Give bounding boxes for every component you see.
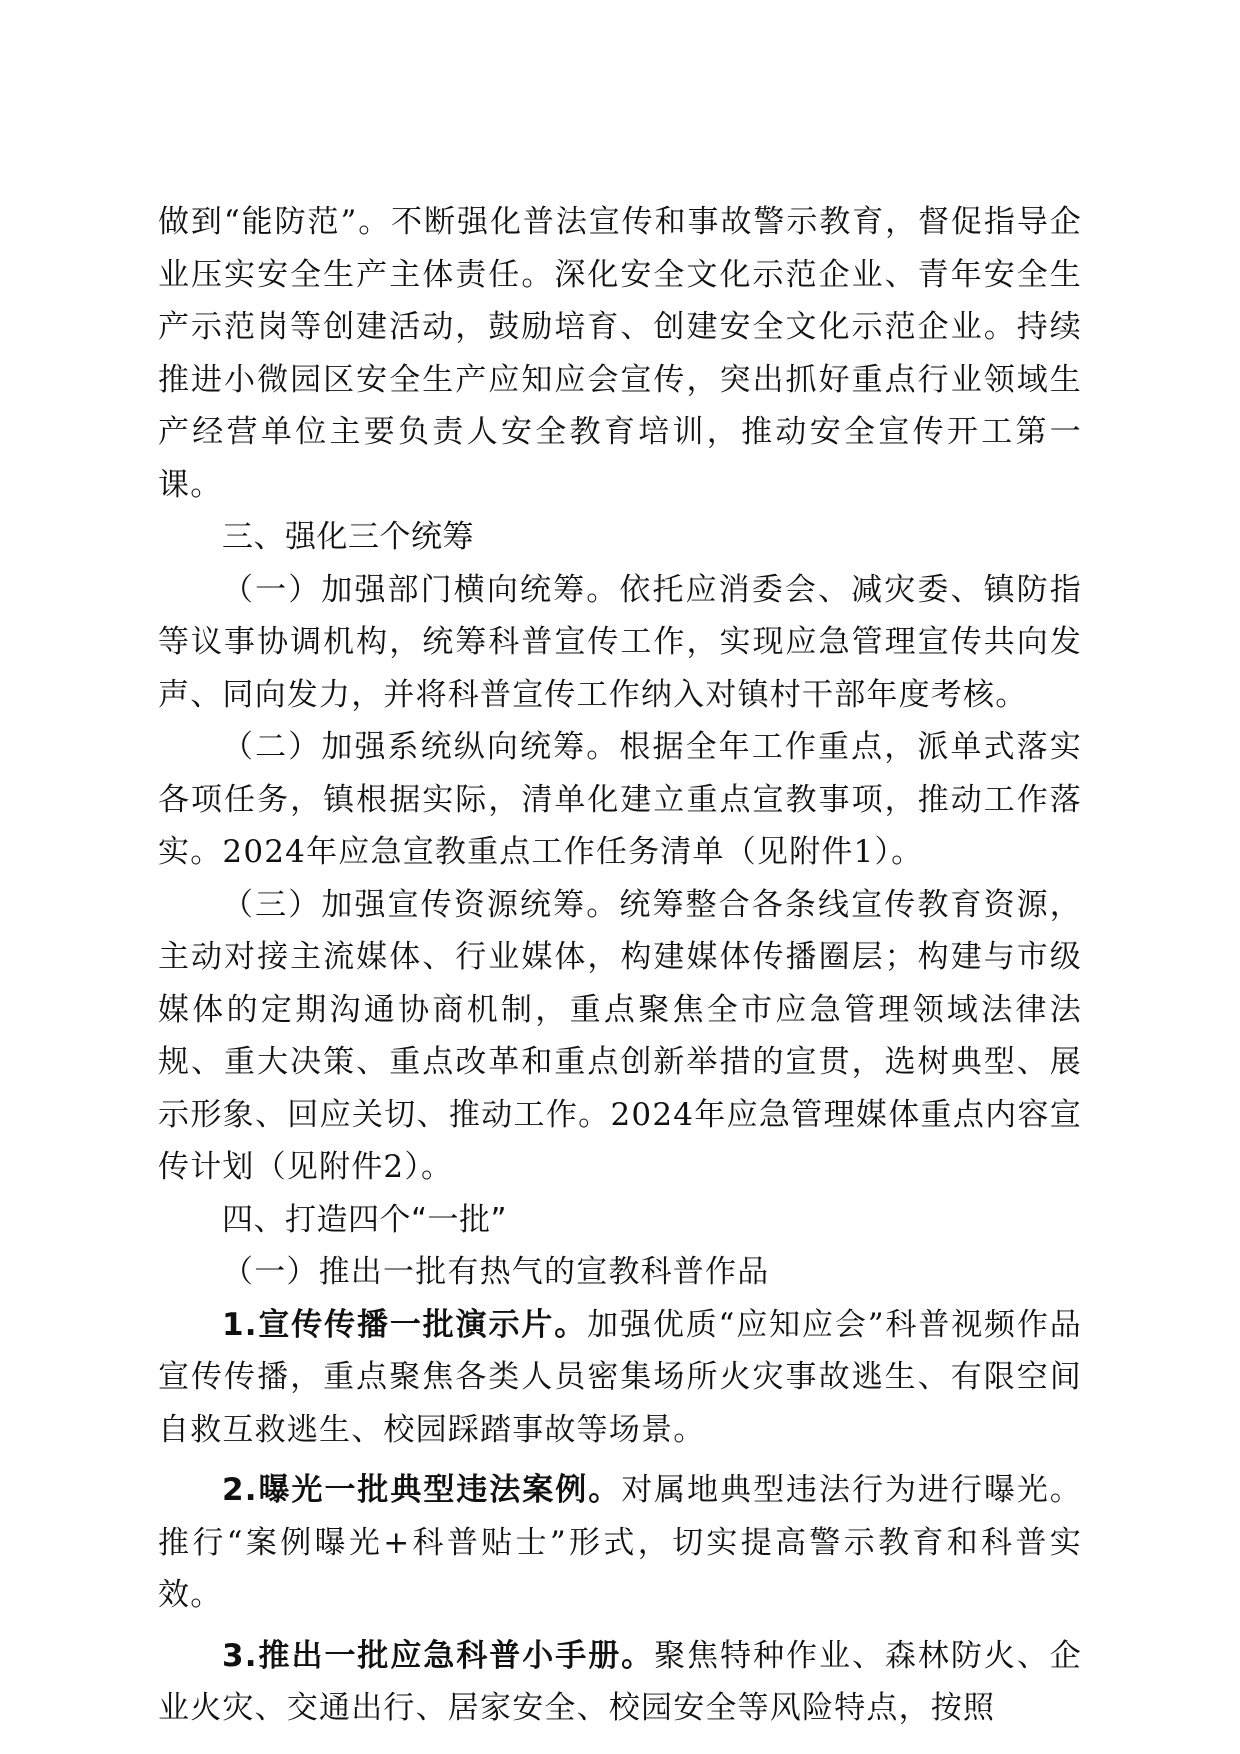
section-heading-three: 三、强化三个统筹: [222, 519, 474, 555]
paragraph-system-coordination: （二）加强系统纵向统筹。根据全年工作重点，派单式落实各项任务，镇根据实际，清单化建立重点宣教事项，推动工作落实。2024年应急宣教重点工作任务清单（见附件1）。: [158, 729, 1082, 870]
list-item-3: [158, 1630, 1082, 1735]
list-item-1-body: 加强优质“应知应会”科普视频作品宣传传播，重点聚焦各类人员密集场所火灾事故逃生、有限空间自救互救逃生、校园踩踏事故等场景。: [158, 1306, 1082, 1448]
paragraph-resource-coordination: （三）加强宣传资源统筹。统筹整合各条线宣传教育资源，主动对接主流媒体、行业媒体，构建媒体传播圈层；构建与市级媒体的定期沟通协商机制，重点聚焦全市应急管理领域法律法规、重大决策、重点改革和重点创新举措的宣贯，选树典型、展示形象、回应关切、推动工作。2024年应急管理媒体重点内容宣传计划（见附件2）。: [158, 886, 1082, 1185]
list-item-2-lead: 2.曝光一批典型违法案例。: [222, 1472, 622, 1508]
list-item-2-body: 对属地典型违法行为进行曝光。推行“案例曝光+科普贴士”形式，切实提高警示教育和科普实效。: [158, 1472, 1082, 1613]
list-item-3-body: 聚焦特种作业、森林防火、企业火灾、交通出行、居家安全、校园安全等风险特点，按照: [158, 1637, 1082, 1726]
document-body: [158, 196, 1082, 1735]
subheading-works: （一）推出一批有热气的宣教科普作品: [222, 1254, 770, 1290]
paragraph-department-coordination: （一）加强部门横向统筹。依托应消委会、减灾委、镇防指等议事协调机构，统筹科普宣传工作，实现应急管理宣传共向发声、同向发力，并将科普宣传工作纳入对镇村干部年度考核。: [158, 571, 1082, 713]
paragraph-prevention: 做到“能防范”。不断强化普法宣传和事故警示教育，督促指导企业压实安全生产主体责任。深化安全文化示范企业、青年安全生产示范岗等创建活动，鼓励培育、创建安全文化示范企业。持续推进小微园区安全生产应知应会宣传，突出抓好重点行业领域生产经营单位主要负责人安全教育培训，推动安全宣传开工第一课。: [158, 204, 1082, 503]
list-item-2: [158, 1464, 1082, 1622]
section-heading-four: 四、打造四个“一批”: [222, 1201, 508, 1238]
list-item-3-lead: 3.推出一批应急科普小手册。: [222, 1637, 655, 1674]
list-item-1: [158, 1299, 1082, 1457]
list-item-1-lead: 1.宣传传播一批演示片。: [222, 1306, 588, 1343]
